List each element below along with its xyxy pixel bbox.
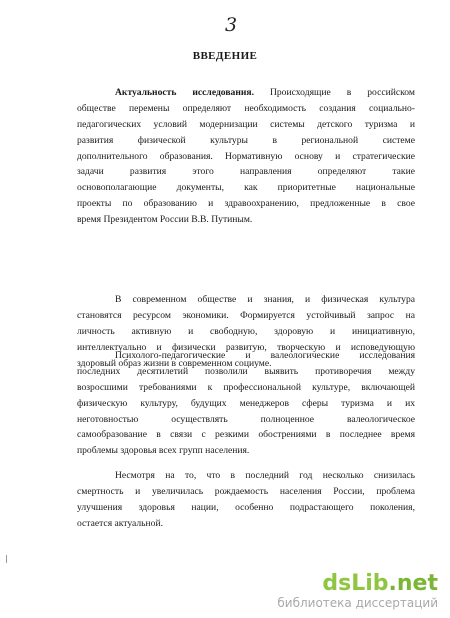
text-line: последних десятилетий позволили выявить противоречия между: [77, 365, 415, 377]
text-line: обществе перемены определяют необходимость создания социально-: [77, 102, 415, 114]
text-line: интеллектуально и физически развитую, творческую и исповедующую: [77, 341, 415, 353]
text-line: задачи развития этого направления определяют такие: [77, 166, 415, 178]
text-line: остается актуальной.: [77, 517, 163, 529]
watermark-logo: [277, 572, 438, 596]
watermark: [277, 572, 438, 610]
text-line: становятся ресурсом экономики. Формируется устойчивый запрос на: [77, 309, 415, 321]
text-line: неготовностью осуществлять полноценное валеологическое: [77, 413, 415, 425]
text-line: время Президентом России В.В. Путиным.: [77, 214, 253, 226]
watermark-subtitle: библиотека диссертаций: [277, 596, 438, 610]
page-title: ВВЕДЕНИЕ: [192, 50, 258, 62]
paragraph-research: [77, 348, 415, 459]
watermark-logo-main: dsLib: [322, 571, 389, 596]
lead-rest: Происходящие в российском: [253, 87, 415, 98]
text-line: улучшения здоровья нации, особенно подрастающего поколения,: [77, 501, 415, 513]
text-line: смертность и увеличилась рождаемость населения России, проблема: [77, 485, 415, 497]
text-line: здоровый образ жизни в современном социуме.: [77, 357, 272, 369]
page-number: 3: [225, 14, 238, 36]
text-line: основополагающие документы, как приоритетные национальные: [77, 182, 415, 194]
text-line: педагогических условий модернизации системы детского туризма и: [77, 118, 415, 130]
margin-mark: [6, 555, 7, 563]
text-line: личность активную и свободную, здоровую и инициативную,: [77, 325, 415, 337]
text-line: самообразование в связи с резкими обострениями в последнее время: [77, 429, 415, 441]
paragraph-relevance: [77, 85, 415, 228]
paragraph-health: [77, 468, 415, 532]
text-line: дополнительного образования. Нормативную основу и стратегические: [77, 150, 415, 162]
text-line: проекты по образованию и здравоохранению, предложенные в свое: [77, 198, 415, 210]
text-line: Несмотря на то, что в последний год несколько снизилась: [115, 470, 415, 481]
text-line: развития физической культуры в региональной системе: [77, 134, 415, 146]
text-line: проблемы здоровья всех групп населения.: [77, 445, 250, 457]
text-line: В современном обществе и знания, и физическая культура: [115, 294, 415, 305]
text-line: возросшими требованиями к профессиональной культуре, включающей: [77, 381, 415, 393]
bold-lead: Актуальность исследования.: [115, 87, 254, 98]
text-line: [77, 85, 415, 101]
text-line: Психолого-педагогические и валеологические исследования: [115, 350, 415, 361]
text-line: физическую культуру, будущих менеджеров сферы туризма и их: [77, 397, 415, 409]
watermark-logo-suffix: .net: [388, 571, 438, 596]
